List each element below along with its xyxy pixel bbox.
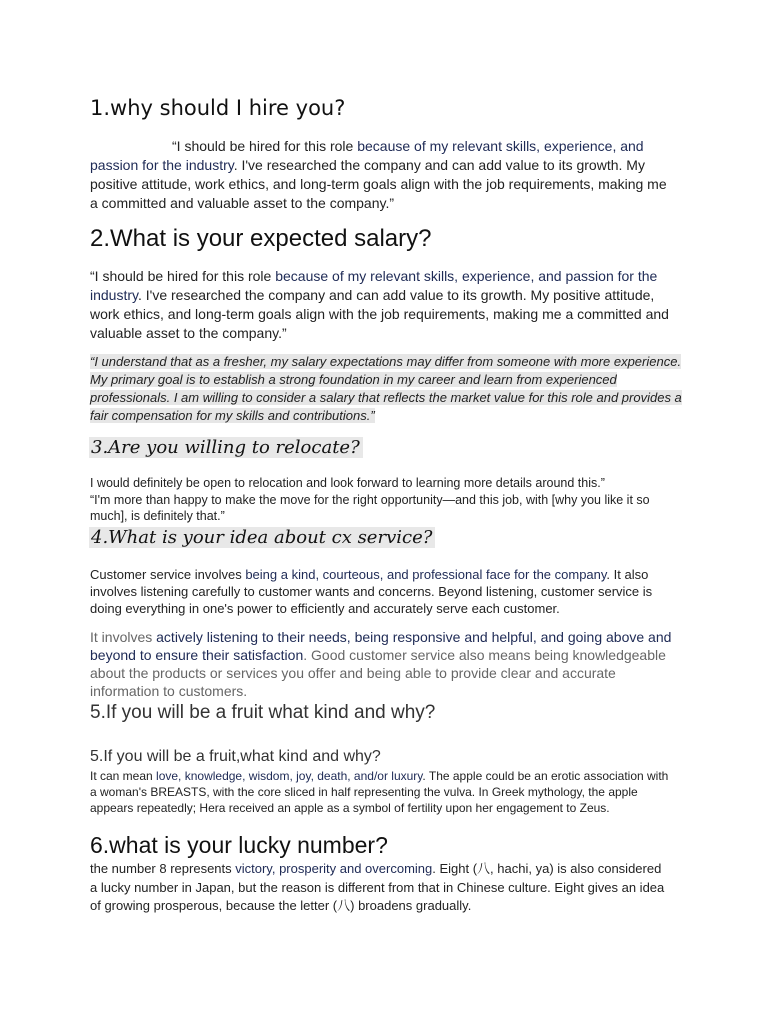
q3-heading: 3.Are you willing to relocate? — [89, 437, 363, 458]
q4-para1-start: Customer service involves — [90, 567, 246, 582]
q2-answer-open: “I should be hired for this role — [90, 268, 276, 284]
q5-answer — [90, 768, 675, 816]
q3-answer-line1: I would definitely be open to relocation and look forward to learning more details around this.” — [90, 476, 605, 490]
q6-answer-highlight: victory, prosperity and overcoming — [235, 861, 433, 876]
q3-answer — [90, 475, 675, 525]
q3-answer-line2: “I'm more than happy to make the move for the right opportunity—and this job, with [why you like it so much], is definitely that.” — [90, 492, 650, 523]
q4-para2-rest: . Good customer service also means being knowledgeable about the products or services you offer and being able to provide clear and accurate information to customers. — [90, 647, 666, 699]
q5-subheading: 5.If you will be a fruit,what kind and why? — [90, 748, 381, 765]
q1-answer-open: “I should be hired for this role — [172, 138, 358, 154]
q4-para2-start: It involves — [90, 629, 157, 645]
q2-answer-rest: . I've researched the company and can add value to its growth. My positive attitude, work ethics, and long-term goals align with the job requirements, making me a committed and valuable asset to the company.” — [90, 287, 669, 341]
q1-answer-rest: . I've researched the company and can add value to its growth. My positive attitude, work ethics, and long-term goals align with the job requirements, making me a committed and valuable asset to the company.” — [90, 157, 667, 211]
q5-answer-start: It can mean — [90, 769, 157, 783]
q4-para2-highlight: actively listening to their needs, being responsive and helpful, and going above and beyond to ensure their satisfaction — [90, 629, 672, 663]
q2-heading: 2.What is your expected salary? — [90, 225, 432, 252]
q5-heading: 5.If you will be a fruit what kind and why? — [90, 702, 436, 723]
q6-heading: 6.what is your lucky number? — [90, 832, 388, 858]
q6-answer-start: the number 8 represents — [90, 861, 236, 876]
q4-para2 — [90, 628, 682, 700]
q1-answer-highlight: because of my relevant skills, experience, and passion for the industry — [90, 138, 644, 173]
q2-italic-answer — [90, 353, 682, 425]
q1-answer — [90, 137, 670, 213]
q5-answer-rest: . The apple could be an erotic association with a woman's BREASTS, with the core sliced in half representing the vulva. In Greek mythology, the apple appears repeatedly; Hera received an apple as a symbol of fertility upon her engagement to Zeus. — [90, 769, 669, 815]
q6-answer — [90, 860, 665, 916]
q4-para1 — [90, 566, 675, 617]
q2-answer-highlight: because of my relevant skills, experience, and passion for the industry — [90, 268, 658, 303]
q4-heading: 4.What is your idea about cx service? — [89, 527, 435, 548]
q6-answer-rest: . Eight (八, hachi, ya) is also considered a lucky number in Japan, but the reason is different from that in Chinese culture. Eight gives an idea of growing prosperous, because the letter (八) broadens gradually. — [90, 861, 665, 913]
q5-answer-highlight: love, knowledge, wisdom, joy, death, and/or luxury — [156, 769, 423, 783]
q2-italic-answer-text: “I understand that as a fresher, my salary expectations may differ from someone with more experience. My primary goal is to establish a strong foundation in my career and learn from experienced professionals. I am willing to consider a salary that reflects the market value for this role and provides a fair compensation for my skills and contributions.” — [90, 354, 682, 423]
q4-para1-rest: . It also involves listening carefully to customer wants and concerns. Beyond listening, customer service is doing everything in one's power to efficiently and accurately serve each customer. — [90, 567, 653, 616]
q2-answer — [90, 267, 682, 343]
q1-heading: 1.why should I hire you? — [90, 96, 346, 120]
q4-para1-highlight: being a kind, courteous, and professional face for the company — [245, 567, 607, 582]
